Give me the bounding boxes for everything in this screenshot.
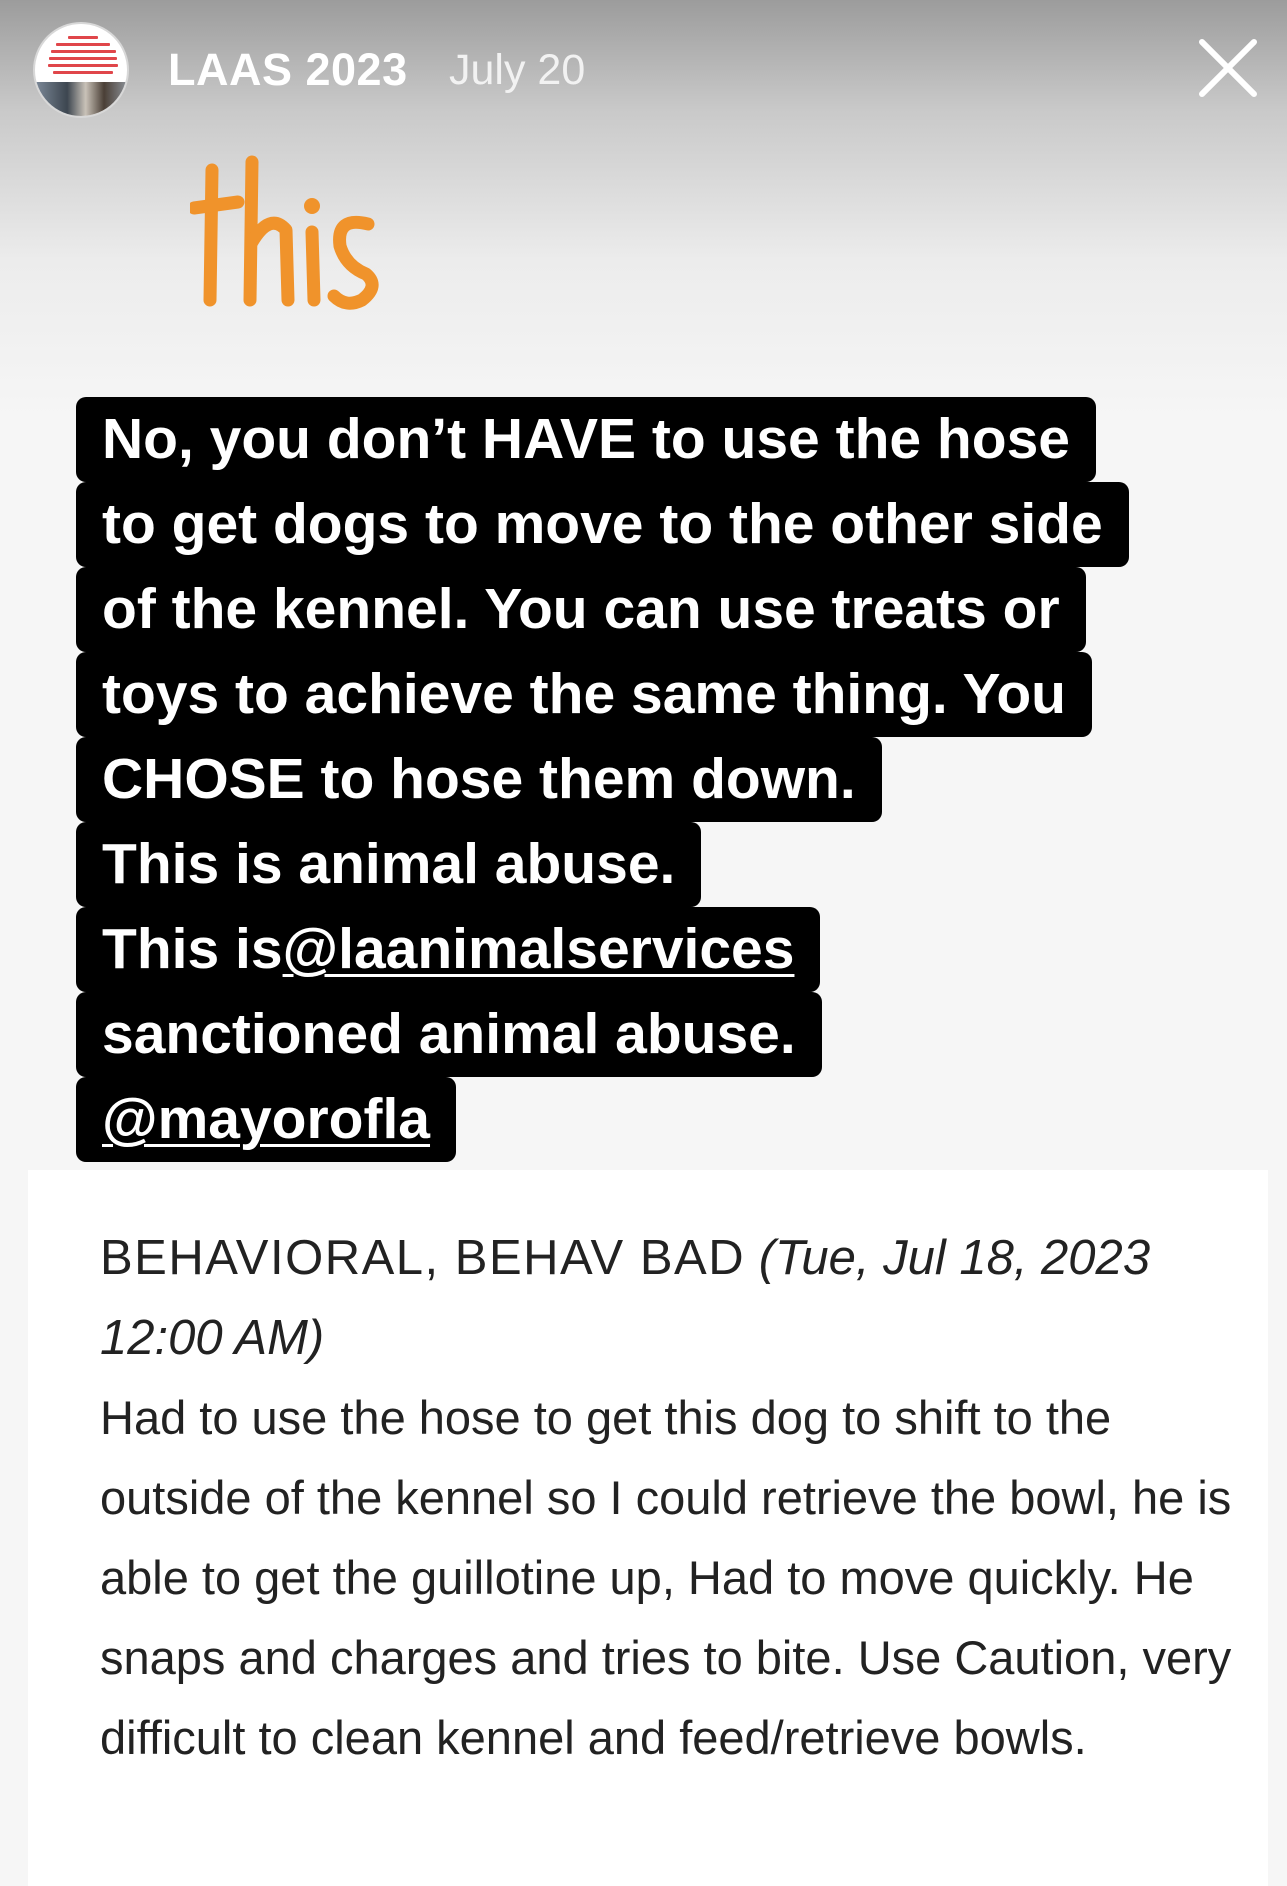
story-header bbox=[0, 0, 1287, 140]
avatar-thumbnail-photo bbox=[35, 82, 127, 116]
mention-mayorofla[interactable]: @mayorofla bbox=[102, 1087, 431, 1151]
this-sticker bbox=[190, 150, 390, 330]
story-username[interactable]: LAAS 2023 bbox=[168, 44, 408, 95]
overlay-line-8: sanctioned animal abuse. bbox=[76, 992, 822, 1077]
overlay-line-2: to get dogs to move to the other side bbox=[76, 482, 1129, 567]
overlay-line-5: CHOSE to hose them down. bbox=[76, 737, 882, 822]
close-icon[interactable] bbox=[1196, 36, 1260, 100]
record-body: Had to use the hose to get this dog to shift to the outside of the kennel so I could retrieve the bowl, he is able to get the guillotine up, Had to move quickly. He snaps and charges and tries to bite. Use Caution, very difficult to clean kennel and feed/retrieve bowls. bbox=[100, 1391, 1232, 1764]
avatar-thumbnail-text bbox=[45, 36, 121, 78]
overlay-line-3: of the kennel. You can use treats or bbox=[76, 567, 1086, 652]
record-timestamp: (Tue, Jul 18, 2023 12:00 AM) bbox=[100, 1231, 1151, 1365]
this-sticker-graphic bbox=[190, 150, 390, 330]
record-title bbox=[100, 1218, 1220, 1378]
profile-avatar[interactable] bbox=[33, 22, 129, 118]
overlay-line-1: No, you don’t HAVE to use the hose bbox=[76, 397, 1096, 482]
overlay-line-7-text: This is bbox=[102, 907, 283, 992]
story-date: July 20 bbox=[449, 46, 586, 94]
overlay-line-9 bbox=[76, 1077, 456, 1162]
overlay-line-4: toys to achieve the same thing. You bbox=[76, 652, 1092, 737]
story-text-overlay bbox=[76, 397, 1246, 1162]
record-category: BEHAVIORAL, BEHAV BAD bbox=[100, 1231, 746, 1285]
overlay-line-7 bbox=[76, 907, 820, 992]
mention-laanimalservices[interactable]: @laanimalservices bbox=[282, 917, 795, 981]
overlay-line-6: This is animal abuse. bbox=[76, 822, 701, 907]
